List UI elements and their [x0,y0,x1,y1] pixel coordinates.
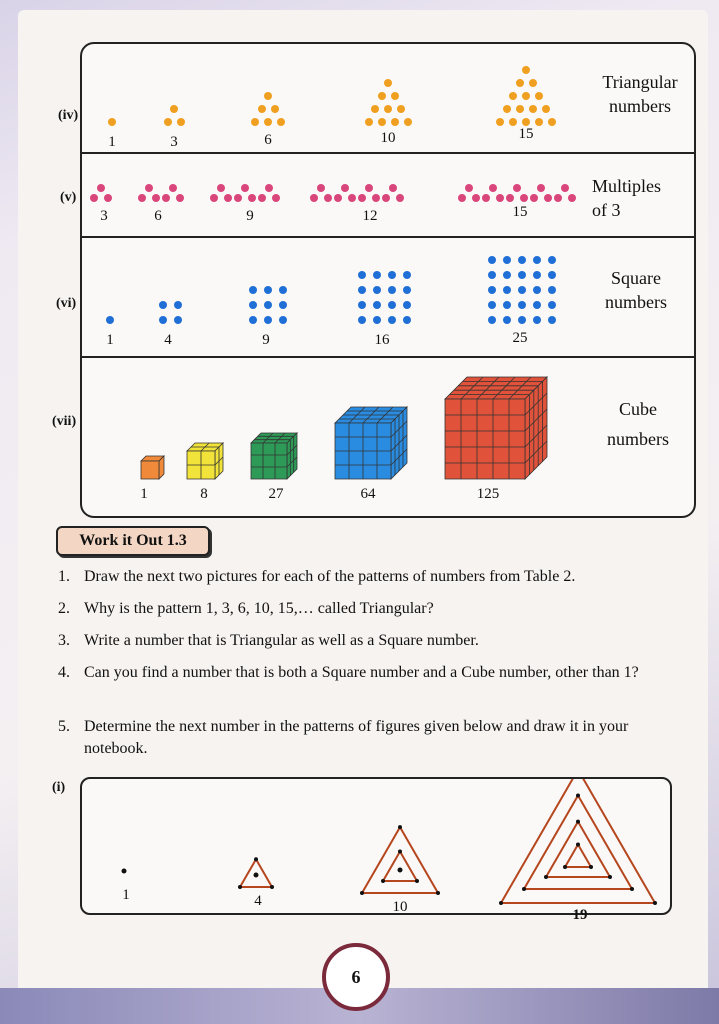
triangular-dot [509,118,517,126]
pattern-center-dot [254,873,259,878]
multiple-dot [554,194,562,202]
square-dot [488,271,496,279]
multiple-dot [169,184,177,192]
cube-value: 8 [200,486,208,502]
row-name-line: of 3 [592,200,621,220]
multiple-dot [224,194,232,202]
square-dot [174,316,182,324]
multiple-dot [520,194,528,202]
pattern-dot [563,865,567,869]
multiple-dot [544,194,552,202]
square-dot [264,301,272,309]
question-text: Draw the next two pictures for each of the patterns of numbers from Table 2. [84,568,576,585]
multiple-dot [341,184,349,192]
triangular-dot [522,92,530,100]
triangular-dot [404,118,412,126]
square-dot [279,301,287,309]
square-dot [373,286,381,294]
cube-figure [186,442,224,480]
multiple-dot [217,184,225,192]
triangular-value: 1 [108,134,116,150]
pattern-triangle [362,827,438,893]
work-it-out-heading: Work it Out 1.3 [56,526,210,556]
multiple-dot [396,194,404,202]
square-dot [488,301,496,309]
multiple-dot [176,194,184,202]
row-name-line: Triangular [602,72,678,92]
question-number: 5. [58,718,70,735]
triangular-dot [522,118,530,126]
square-dot [279,316,287,324]
square-dot [279,286,287,294]
row-label-vi: (vi) [56,296,77,311]
triangular-dot [164,118,172,126]
row-label-vii: (vii) [52,414,77,429]
triangular-dot [397,105,405,113]
row-divider [82,356,694,358]
square-dot [548,286,556,294]
square-dot [533,286,541,294]
row-label-iv: (iv) [58,108,79,123]
multiple-dot [465,184,473,192]
triangular-dot [378,92,386,100]
triangular-dot [522,66,530,74]
row-name-line: Multiples [592,176,662,196]
question-number: 1. [58,568,70,585]
question-5 [58,716,698,760]
multiple-dot [97,184,105,192]
multiple-dot [482,194,490,202]
square-dot [159,301,167,309]
multiple-dot [389,184,397,192]
pattern-dot [576,820,580,824]
pattern-value: 4 [254,893,262,909]
square-dot [388,286,396,294]
square-dot [388,316,396,324]
pattern-center-dot [398,868,403,873]
row-name-line: numbers [609,96,671,116]
square-dot [518,271,526,279]
square-dot [548,256,556,264]
triangular-dot [516,105,524,113]
square-dot [403,286,411,294]
triangular-dot [529,79,537,87]
square-dot [373,271,381,279]
multiple-dot [162,194,170,202]
question-2 [58,598,698,620]
square-dot [533,316,541,324]
question-1 [58,566,698,588]
multiples-value: 12 [362,208,378,224]
square-dot [388,301,396,309]
square-dot [159,316,167,324]
square-dot [533,301,541,309]
triangle-pattern-box [80,777,672,923]
square-dot [548,271,556,279]
row-name-line: numbers [605,292,667,312]
question-text: Write a number that is Triangular as well as a Square number. [84,632,479,649]
multiple-dot [365,184,373,192]
square-dot [518,316,526,324]
pattern-triangle [383,852,417,881]
pattern-dot [653,901,657,905]
question-number: 3. [58,632,70,649]
question-3 [58,630,698,652]
multiple-dot [90,194,98,202]
multiple-dot [496,194,504,202]
question-text: Determine the next number in the patterns of figures given below and draw it in your notebook. [84,718,629,757]
question-4 [58,662,698,684]
pattern-triangle [565,844,591,867]
square-dot [358,301,366,309]
pattern-dot [544,875,548,879]
triangular-dot [384,79,392,87]
pattern-dot [360,891,364,895]
triangular-dot [529,105,537,113]
multiple-dot [310,194,318,202]
figure-label: (i) [52,780,66,795]
square-dot [388,271,396,279]
cube-figure [444,376,548,480]
square-dot [503,301,511,309]
multiple-dot [334,194,342,202]
pattern-dot [381,879,385,883]
question-number: 2. [58,600,70,617]
square-dot [518,286,526,294]
triangular-dot [365,118,373,126]
pattern-value: 1 [122,887,130,903]
cube-value: 27 [268,486,284,502]
pattern-dot [436,891,440,895]
pattern-triangle [546,822,610,877]
triangular-dot [277,118,285,126]
square-dot [264,286,272,294]
triangle-figures [122,779,658,905]
pattern-dot [398,825,402,829]
triangular-dot [108,118,116,126]
pattern-dot [238,885,242,889]
triangular-dot [516,79,524,87]
triangular-dot [391,118,399,126]
triangular-dot [503,105,511,113]
row-divider [82,152,694,154]
triangular-dot [177,118,185,126]
multiple-dot [348,194,356,202]
square-dot [548,301,556,309]
square-dot [249,301,257,309]
triangular-dot [251,118,259,126]
pattern-dot [589,865,593,869]
multiple-dot [530,194,538,202]
triangular-value: 3 [170,134,178,150]
square-dot [403,301,411,309]
cube-figure [140,455,165,480]
triangular-dot [535,118,543,126]
triangular-dot [170,105,178,113]
triangular-dot [264,118,272,126]
triangular-dot [258,105,266,113]
question-number: 4. [58,664,70,681]
page-number: 6 [322,943,390,1011]
multiples-value: 6 [154,208,162,224]
multiple-dot [241,184,249,192]
row-name-triangular [590,70,690,118]
multiple-dot [506,194,514,202]
row-name-line: Cube [619,399,657,419]
square-dot [503,316,511,324]
multiple-dot [265,184,273,192]
square-dot [249,286,257,294]
square-dot [358,316,366,324]
square-dot [373,316,381,324]
triangular-dot [535,92,543,100]
question-text: Can you find a number that is both a Square number and a Cube number, other than 1? [84,664,639,681]
multiple-dot [513,184,521,192]
square-value: 25 [512,330,528,346]
triangular-value: 6 [264,132,272,148]
multiple-dot [248,194,256,202]
triangular-dot [509,92,517,100]
square-value: 16 [374,332,390,348]
pattern-value: 19 [572,907,588,923]
multiple-dot [382,194,390,202]
triangular-dot [384,105,392,113]
cube-value: 1 [140,486,148,502]
cube-value: 125 [476,486,500,502]
square-dot [106,316,114,324]
square-dot [518,256,526,264]
row-label-v: (v) [60,190,77,205]
multiple-dot [272,194,280,202]
row-name-line: numbers [607,429,669,449]
cube-figure [250,432,298,480]
square-dot [264,316,272,324]
triangular-value: 10 [380,130,396,146]
triangular-dot [542,105,550,113]
square-dot [249,316,257,324]
pattern-dot [522,887,526,891]
multiple-dot [234,194,242,202]
square-value: 4 [164,332,172,348]
multiple-dot [358,194,366,202]
triangular-dot [548,118,556,126]
triangular-dot [391,92,399,100]
number-patterns-table [52,42,696,518]
square-dot [358,271,366,279]
pattern-dot [608,875,612,879]
square-value: 9 [262,332,270,348]
square-dot [518,301,526,309]
pattern-dot [415,879,419,883]
pattern-dot [576,842,580,846]
triangular-dot [378,118,386,126]
multiple-dot [104,194,112,202]
square-dot [533,256,541,264]
square-dot [503,286,511,294]
square-dot [174,301,182,309]
square-dot [503,271,511,279]
pattern-dot [576,793,580,797]
pattern-value: 10 [392,899,408,915]
pattern-dot [254,857,258,861]
multiple-dot [145,184,153,192]
square-dot [488,256,496,264]
question-text: Why is the pattern 1, 3, 6, 10, 15,… called Triangular? [84,600,434,617]
multiple-dot [152,194,160,202]
cube-value: 64 [360,486,376,502]
pattern-dot [270,885,274,889]
square-dot [358,286,366,294]
pattern-dot [630,887,634,891]
square-value: 1 [106,332,114,348]
row-divider [82,236,694,238]
multiple-dot [537,184,545,192]
square-dot [403,271,411,279]
square-dot [488,316,496,324]
square-dot [533,271,541,279]
multiples-value: 15 [512,204,528,220]
multiple-dot [458,194,466,202]
cube-figure [334,406,408,480]
triangle-pattern-drawing [82,779,670,913]
multiple-dot [472,194,480,202]
pattern-dot [398,850,402,854]
multiple-dot [561,184,569,192]
pattern-center-dot [122,869,127,874]
pattern-triangle [524,795,632,889]
multiple-dot [210,194,218,202]
multiples-value: 9 [246,208,254,224]
square-dot [403,316,411,324]
row-name-line: Square [611,268,661,288]
row-name-multiples [592,174,692,222]
triangular-dot [371,105,379,113]
triangular-dot [264,92,272,100]
square-dot [503,256,511,264]
multiple-dot [324,194,332,202]
square-dot [548,316,556,324]
multiple-dot [489,184,497,192]
square-dot [373,301,381,309]
multiple-dot [258,194,266,202]
row-name-square [586,266,686,314]
triangular-dot [271,105,279,113]
triangular-dot [496,118,504,126]
square-dot [488,286,496,294]
row-name-cube [588,394,688,454]
multiple-dot [568,194,576,202]
multiple-dot [138,194,146,202]
triangular-value: 15 [518,126,534,142]
multiples-value: 3 [100,208,108,224]
pattern-dot [499,901,503,905]
pattern-triangle [501,779,655,903]
multiple-dot [317,184,325,192]
multiple-dot [372,194,380,202]
